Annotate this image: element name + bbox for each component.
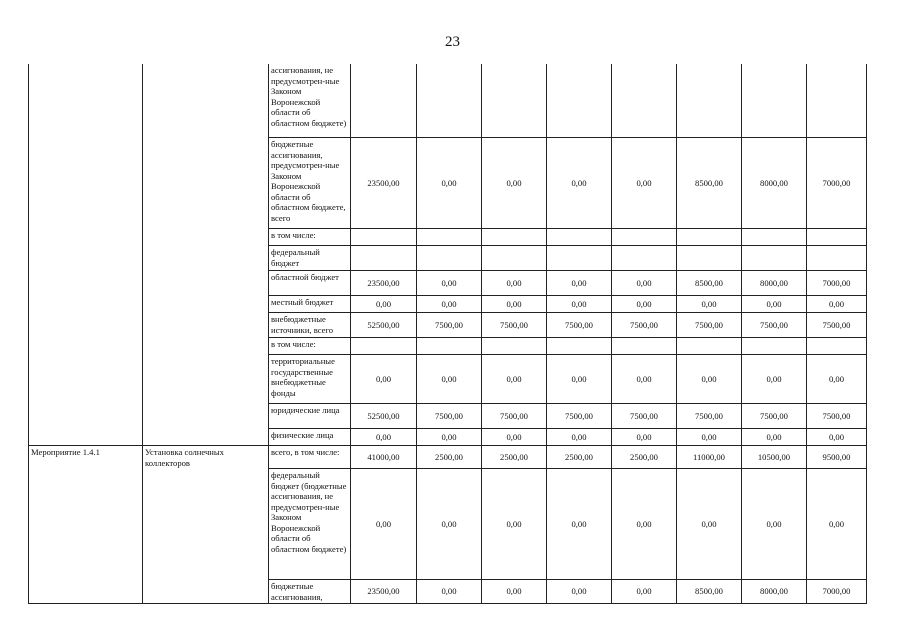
value-cell: 2500,00	[482, 446, 547, 469]
value-cell	[807, 246, 867, 271]
value-cell: 8500,00	[677, 138, 742, 229]
value-cell: 0,00	[807, 469, 867, 580]
value-cell: 0,00	[417, 296, 482, 313]
value-cell	[742, 246, 807, 271]
value-cell: 7500,00	[547, 404, 612, 429]
value-cell	[547, 246, 612, 271]
value-cell: 2500,00	[547, 446, 612, 469]
value-cell: 0,00	[482, 138, 547, 229]
value-cell: 0,00	[482, 296, 547, 313]
value-cell	[417, 229, 482, 246]
value-cell: 0,00	[351, 355, 417, 404]
value-cell	[677, 338, 742, 355]
value-cell: 0,00	[417, 429, 482, 446]
value-cell: 7500,00	[742, 404, 807, 429]
value-cell: 2500,00	[612, 446, 677, 469]
value-cell	[351, 229, 417, 246]
value-cell	[547, 64, 612, 138]
value-cell: 7500,00	[742, 313, 807, 338]
value-cell: 52500,00	[351, 313, 417, 338]
value-cell: 7500,00	[482, 313, 547, 338]
value-cell: 2500,00	[417, 446, 482, 469]
value-cell: 23500,00	[351, 580, 417, 604]
value-cell: 7500,00	[417, 313, 482, 338]
value-cell	[807, 338, 867, 355]
value-cell: 7000,00	[807, 271, 867, 296]
value-cell	[612, 229, 677, 246]
value-cell: 0,00	[417, 580, 482, 604]
value-cell: 0,00	[482, 580, 547, 604]
value-cell	[742, 229, 807, 246]
value-cell: 0,00	[351, 296, 417, 313]
name-cell: Установка солнечных коллекторов	[143, 446, 269, 604]
value-cell: 7000,00	[807, 138, 867, 229]
value-cell: 8500,00	[677, 271, 742, 296]
value-cell: 41000,00	[351, 446, 417, 469]
value-cell	[482, 229, 547, 246]
value-cell: 0,00	[547, 429, 612, 446]
value-cell	[417, 64, 482, 138]
value-cell	[807, 64, 867, 138]
source-label: бюджетные ассигнования,	[269, 580, 351, 604]
value-cell	[677, 246, 742, 271]
value-cell: 8000,00	[742, 138, 807, 229]
value-cell	[677, 229, 742, 246]
value-cell: 7500,00	[677, 313, 742, 338]
value-cell: 0,00	[612, 429, 677, 446]
value-cell: 23500,00	[351, 271, 417, 296]
value-cell: 0,00	[612, 469, 677, 580]
value-cell: 0,00	[612, 580, 677, 604]
page-number: 23	[445, 34, 460, 50]
value-cell: 7500,00	[677, 404, 742, 429]
source-label: бюджетные ассигнования, предусмотрен-ные Законом Воронежской области об областном бюджете, всего	[269, 138, 351, 229]
source-label: всего, в том числе:	[269, 446, 351, 469]
value-cell: 0,00	[547, 296, 612, 313]
value-cell: 0,00	[547, 355, 612, 404]
value-cell	[351, 246, 417, 271]
value-cell: 7000,00	[807, 580, 867, 604]
status-cell: Мероприятие 1.4.1	[29, 446, 143, 604]
value-cell: 0,00	[417, 355, 482, 404]
value-cell: 11000,00	[677, 446, 742, 469]
table-row	[29, 64, 867, 138]
value-cell: 52500,00	[351, 404, 417, 429]
source-label: внебюджетные источники, всего	[269, 313, 351, 338]
value-cell: 0,00	[612, 138, 677, 229]
source-label: территориальные государственные внебюджетные фонды	[269, 355, 351, 404]
source-label: юридические лица	[269, 404, 351, 429]
value-cell	[742, 338, 807, 355]
value-cell	[807, 229, 867, 246]
value-cell	[482, 338, 547, 355]
source-label: физические лица	[269, 429, 351, 446]
status-cell	[29, 64, 143, 446]
source-label: федеральный бюджет (бюджетные ассигнования, не предусмотрен-ные Законом Воронежской области об областном бюджете)	[269, 469, 351, 580]
value-cell: 7500,00	[807, 313, 867, 338]
value-cell	[742, 64, 807, 138]
value-cell: 0,00	[742, 429, 807, 446]
source-label: в том числе:	[269, 338, 351, 355]
value-cell: 7500,00	[612, 404, 677, 429]
value-cell: 0,00	[547, 271, 612, 296]
value-cell: 0,00	[612, 296, 677, 313]
value-cell: 0,00	[677, 469, 742, 580]
value-cell: 10500,00	[742, 446, 807, 469]
value-cell: 0,00	[742, 355, 807, 404]
value-cell	[677, 64, 742, 138]
value-cell: 8000,00	[742, 580, 807, 604]
value-cell: 23500,00	[351, 138, 417, 229]
value-cell	[612, 338, 677, 355]
value-cell: 7500,00	[807, 404, 867, 429]
value-cell: 0,00	[807, 355, 867, 404]
value-cell: 0,00	[677, 296, 742, 313]
value-cell: 0,00	[807, 429, 867, 446]
value-cell	[417, 338, 482, 355]
value-cell: 0,00	[547, 138, 612, 229]
value-cell: 7500,00	[482, 404, 547, 429]
source-label: областной бюджет	[269, 271, 351, 296]
value-cell	[547, 338, 612, 355]
value-cell: 8500,00	[677, 580, 742, 604]
source-label: ассигнования, не предусмотрен-ные Законом Воронежской области об областном бюджете)	[269, 64, 351, 138]
source-label: местный бюджет	[269, 296, 351, 313]
value-cell	[351, 64, 417, 138]
value-cell: 9500,00	[807, 446, 867, 469]
value-cell	[417, 246, 482, 271]
value-cell: 0,00	[482, 469, 547, 580]
value-cell: 0,00	[807, 296, 867, 313]
value-cell: 0,00	[351, 429, 417, 446]
value-cell	[547, 229, 612, 246]
value-cell	[612, 64, 677, 138]
value-cell	[351, 338, 417, 355]
value-cell: 0,00	[417, 469, 482, 580]
value-cell	[482, 246, 547, 271]
value-cell: 0,00	[612, 355, 677, 404]
source-label: федеральный бюджет	[269, 246, 351, 271]
value-cell: 0,00	[417, 138, 482, 229]
value-cell: 0,00	[482, 355, 547, 404]
value-cell: 0,00	[742, 469, 807, 580]
value-cell: 8000,00	[742, 271, 807, 296]
source-label: в том числе:	[269, 229, 351, 246]
value-cell: 0,00	[417, 271, 482, 296]
value-cell: 0,00	[482, 429, 547, 446]
value-cell	[482, 64, 547, 138]
name-cell	[143, 64, 269, 446]
table-row	[29, 446, 867, 469]
value-cell: 0,00	[482, 271, 547, 296]
budget-table	[28, 64, 867, 604]
value-cell: 0,00	[742, 296, 807, 313]
value-cell: 0,00	[677, 355, 742, 404]
value-cell: 0,00	[547, 580, 612, 604]
value-cell: 7500,00	[547, 313, 612, 338]
value-cell: 0,00	[547, 469, 612, 580]
value-cell: 7500,00	[417, 404, 482, 429]
value-cell: 0,00	[677, 429, 742, 446]
value-cell	[612, 246, 677, 271]
value-cell: 0,00	[612, 271, 677, 296]
value-cell: 0,00	[351, 469, 417, 580]
value-cell: 7500,00	[612, 313, 677, 338]
